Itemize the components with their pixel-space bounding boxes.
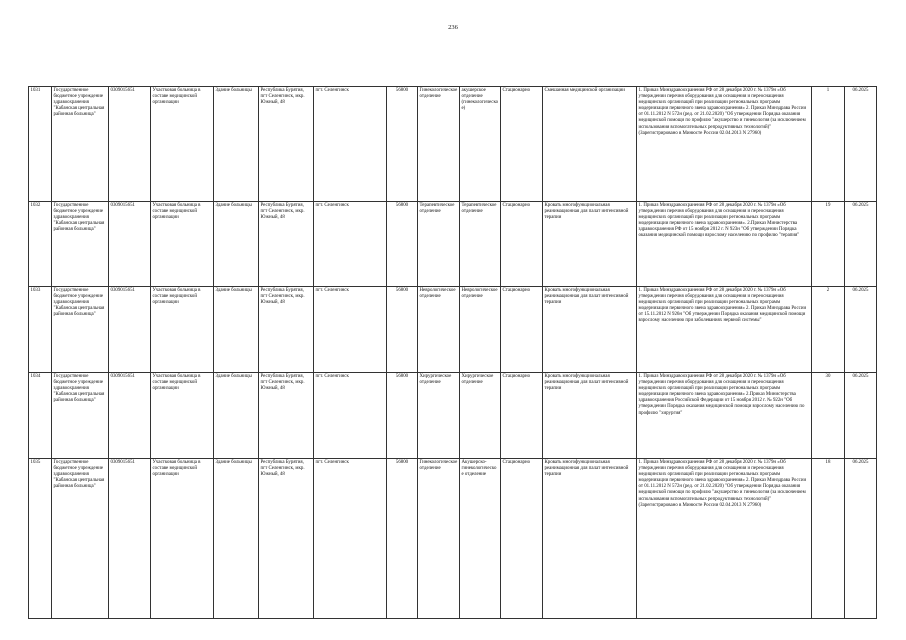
legal-basis-cell: 1. Приказ Минздравоохранения РФ от 28 декабря 2020 г. № 1379н «Об утверждении перечня оборудования для оснащения и переоснащения медицинских организаций при реализации региональных программ модернизации первичного звена здравоохранения» 2. Приказ Минздрава России от 01.11.2012 N 572н (ред. от 21.02.2020) "Об утверждении Порядка оказания медицинской помощи по профилю "акушерство и гинекология (за исключением использования вспомогательных репродуктивных технологий)" (Зарегистрировано в Минюсте России 02.04.2013 N 27960)	[637, 87, 812, 202]
code-cell: 56800	[387, 287, 418, 373]
date-cell: 06.2025	[845, 373, 877, 459]
equipment-type-cell: Кровать многофункциональная реанимационная для палат интенсивной терапии	[543, 202, 637, 287]
row-number-cell: 1035	[29, 459, 52, 619]
date-cell: 06.2025	[845, 459, 877, 619]
department-cell: Неврологическое отделение	[418, 287, 460, 373]
unit-cell: Участковая больница в составе медицинской организации	[151, 202, 214, 287]
equipment-type-cell: Кровать многофункциональная реанимационная для палат интенсивной терапии	[543, 287, 637, 373]
building-cell: Здание больницы	[214, 459, 259, 619]
legal-basis-cell: 1. Приказ Минздравоохранения РФ от 28 декабря 2020 г. № 1379н «Об утверждении перечня оборудования для оснащения и переоснащения медицинских организаций при реализации региональных программ модернизации первичного звена здравоохранения» 2.Приказ Министерства здравоохранения Российской Федерации от 15 ноября 2012 г. № 922н "Об утверждении Порядка оказания медицинской помощи взрослому населению по профилю "хирургия"	[637, 373, 812, 459]
unit-cell: Участковая больница в составе медицинской организации	[151, 373, 214, 459]
inn-cell: 0309015651	[109, 373, 151, 459]
inn-cell: 0309015651	[109, 459, 151, 619]
unit-cell: Участковая больница в составе медицинской организации	[151, 87, 214, 202]
row-number-cell: 1034	[29, 373, 52, 459]
address-cell: Республика Бурятия, пгт Селенгинск, мкр. Южный, 48	[259, 373, 314, 459]
date-cell: 06.2025	[845, 87, 877, 202]
row-number-cell: 1031	[29, 87, 52, 202]
quantity-cell: 1	[812, 87, 845, 202]
row-number-cell: 1032	[29, 202, 52, 287]
department-cell: Терапевтическое отделение	[418, 202, 460, 287]
profile-cell: Терапевтическое отделение	[460, 202, 501, 287]
address-cell: Республика Бурятия, пгт Селенгинск, мкр. Южный, 48	[259, 202, 314, 287]
code-cell: 56800	[387, 87, 418, 202]
equipment-type-cell: Кровать многофункциональная реанимационная для палат интенсивной терапии	[543, 459, 637, 619]
profile-cell: акушерское отделение (гинекологическое)	[460, 87, 501, 202]
table-row	[29, 373, 877, 459]
quantity-cell: 18	[812, 459, 845, 619]
care-form-cell: Стационарно	[501, 87, 543, 202]
quantity-cell: 2	[812, 287, 845, 373]
locality-cell: пгт. Селенгинск	[314, 459, 387, 619]
care-form-cell: Стационарно	[501, 459, 543, 619]
care-form-cell: Стационарно	[501, 373, 543, 459]
unit-cell: Участковая больница в составе медицинской организации	[151, 459, 214, 619]
quantity-cell: 19	[812, 202, 845, 287]
table-row	[29, 202, 877, 287]
unit-cell: Участковая больница в составе медицинской организации	[151, 287, 214, 373]
department-cell: Хирургическое отделение	[418, 373, 460, 459]
code-cell: 56800	[387, 459, 418, 619]
code-cell: 56800	[387, 202, 418, 287]
equipment-type-cell: Смешанная медицинской организации	[543, 87, 637, 202]
date-cell: 06.2025	[845, 202, 877, 287]
building-cell: Здание больницы	[214, 87, 259, 202]
care-form-cell: Стационарно	[501, 202, 543, 287]
date-cell: 06.2025	[845, 287, 877, 373]
organization-cell: Государственное бюджетное учреждение здравоохранения "Кабанская центральная районная больница"	[52, 459, 109, 619]
profile-cell: Хирургическое отделение	[460, 373, 501, 459]
legal-basis-cell: 1. Приказ Минздравоохранения РФ от 28 декабря 2020 г. № 1379н «Об утверждении перечня оборудования для оснащения и переоснащения медицинских организаций при реализации региональных программ модернизации первичного звена здравоохранения» 2. Приказ Минздрава России от 01.11.2012 N 572н (ред. от 21.02.2020) "Об утверждении Порядка оказания медицинской помощи по профилю "акушерство и гинекология (за исключением использования вспомогательных репродуктивных технологий)" (Зарегистрировано в Минюсте России 02.04.2013 N 27960)	[637, 459, 812, 619]
building-cell: Здание больницы	[214, 373, 259, 459]
table-row	[29, 287, 877, 373]
locality-cell: пгт. Селенгинск	[314, 87, 387, 202]
legal-basis-cell: 1. Приказ Минздравоохранения РФ от 28 декабря 2020 г. № 1379н «Об утверждении перечня оборудования для оснащения и переоснащения медицинских организаций при реализации региональных программ модернизации первичного звена здравоохранения». 2.Приказ Министерства здравоохранения РФ от 15 ноября 2012 г. N 923н "Об утверждении Порядка оказания медицинской помощи взрослому населению по профилю "терапия"	[637, 202, 812, 287]
legal-basis-cell: 1. Приказ Минздравоохранения РФ от 28 декабря 2020 г. № 1379н «Об утверждении перечня оборудования для оснащения и переоснащения медицинских организаций при реализации региональных программ модернизации первичного звена здравоохранения» 2. Приказ Минздрава России от 15.11.2012 N 926н "Об утверждении Порядка оказания медицинской помощи взрослому населению при заболеваниях нервной системы"	[637, 287, 812, 373]
address-cell: Республика Бурятия, пгт Селенгинск, мкр. Южный, 48	[259, 459, 314, 619]
quantity-cell: 30	[812, 373, 845, 459]
table-row	[29, 459, 877, 619]
locality-cell: пгт. Селенгинск	[314, 287, 387, 373]
building-cell: Здание больницы	[214, 202, 259, 287]
address-cell: Республика Бурятия, пгт Селенгинск, мкр. Южный, 48	[259, 87, 314, 202]
inn-cell: 0309015651	[109, 287, 151, 373]
inn-cell: 0309015651	[109, 87, 151, 202]
equipment-table	[28, 86, 877, 619]
inn-cell: 0309015651	[109, 202, 151, 287]
profile-cell: Неврологическое отделение	[460, 287, 501, 373]
row-number-cell: 1033	[29, 287, 52, 373]
equipment-type-cell: Кровать многофункциональная реанимационная для палат интенсивной терапии	[543, 373, 637, 459]
organization-cell: Государственное бюджетное учреждение здравоохранения "Кабанская центральная районная больница"	[52, 287, 109, 373]
address-cell: Республика Бурятия, пгт Селенгинск, мкр. Южный, 48	[259, 287, 314, 373]
department-cell: Гинекологическое отделение	[418, 87, 460, 202]
organization-cell: Государственное бюджетное учреждение здравоохранения "Кабанская центральная районная больница"	[52, 373, 109, 459]
locality-cell: пгт. Селенгинск	[314, 202, 387, 287]
code-cell: 56800	[387, 373, 418, 459]
profile-cell: Акушерско-гинекологическое отделение	[460, 459, 501, 619]
organization-cell: Государственное бюджетное учреждение здравоохранения "Кабанская центральная районная больница"	[52, 202, 109, 287]
locality-cell: пгт. Селенгинск	[314, 373, 387, 459]
care-form-cell: Стационарно	[501, 287, 543, 373]
page-number: 236	[448, 24, 458, 31]
building-cell: Здание больницы	[214, 287, 259, 373]
organization-cell: Государственное бюджетное учреждение здравоохранения "Кабанская центральная районная больница"	[52, 87, 109, 202]
table-row	[29, 87, 877, 202]
department-cell: Гинекологическое отделение	[418, 459, 460, 619]
